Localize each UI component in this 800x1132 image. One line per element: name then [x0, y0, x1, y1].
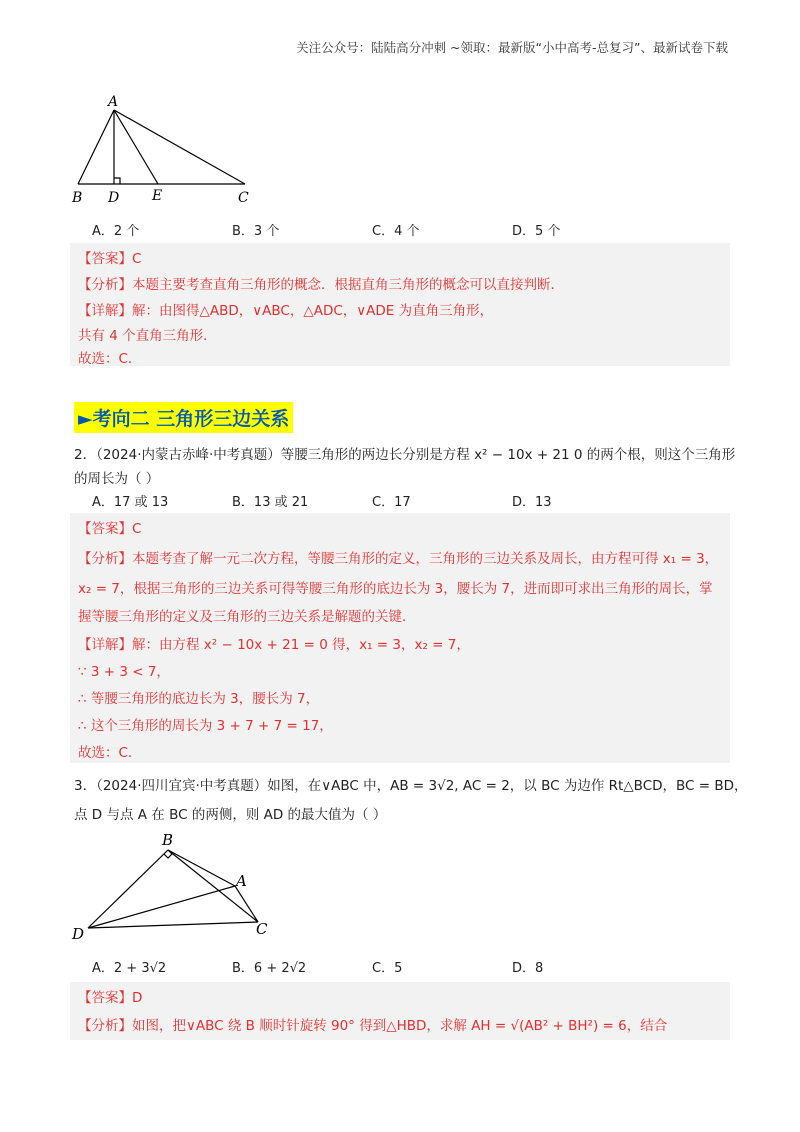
q2-analysis-3: 握等腰三角形的定义及三角形的三边关系是解题的关键．	[78, 609, 416, 625]
label-b: B	[162, 831, 174, 849]
q1-option-a: A．2 个	[92, 224, 140, 239]
triangle-figure-1	[70, 92, 270, 207]
page-header: 关注公众号：陆陆高分冲刺 ~领取：最新版“小中高考-总复习”、最新试卷下载	[296, 40, 728, 55]
q3-analysis-1: 【分析】如图，把∨ABC 绕 B 顺时针旋转 90° 得到△HBD，求解 AH = √(AB² + BH²) = 6，结合	[78, 1018, 668, 1034]
q1-detail-2: 共有 4 个直角三角形．	[78, 328, 217, 344]
q2-option-c: C．17	[372, 495, 411, 510]
q2-option-b: B．13 或 21	[232, 495, 309, 510]
segment-ac	[235, 886, 258, 922]
q1-answer-box	[70, 243, 730, 366]
q1-choose: 故选：C．	[78, 351, 142, 367]
q1-options	[92, 220, 732, 239]
q2-option-d: D．13	[512, 495, 552, 510]
label-c: C	[256, 920, 268, 938]
q3-answer-box	[70, 982, 730, 1040]
q3-option-c: C．5	[372, 961, 403, 976]
q1-analysis: 【分析】本题主要考查直角三角形的概念．根据直角三角形的概念可以直接判断．	[78, 277, 564, 293]
q2-stem-1: 2．（2024·内蒙古赤峰·中考真题）等腰三角形的两边长分别是方程 x² − 10x + 21 0 的两个根，则这个三角形	[74, 447, 736, 463]
q2-analysis-2: x₂ = 7，根据三角形的三边关系可得等腰三角形的底边长为 3，腰长为 7，进而即可求出三角形的周长，掌	[78, 581, 713, 597]
triangle-figure-2	[70, 830, 290, 945]
q2-detail-1: 【详解】解：由方程 x² − 10x + 21 = 0 得，x₁ = 3，x₂ = 7，	[78, 637, 470, 653]
q3-stem-1: 3．（2024·四川宜宾·中考真题）如图，在∨ABC 中，AB = 3√2, AC = 2，以 BC 为边作 Rt△BCD，BC = BD，	[74, 778, 748, 794]
section-title: ►考向二 三角形三边关系	[74, 402, 293, 433]
label-c: C	[238, 190, 249, 206]
label-a: A	[236, 872, 247, 890]
q2-answer: 【答案】C	[78, 521, 142, 537]
q3-option-b: B．6 + 2√2	[232, 961, 307, 976]
q3-answer: 【答案】D	[78, 990, 143, 1006]
q2-options	[92, 491, 732, 510]
q1-detail: 【详解】解：由图得△ABD，∨ABC，△ADC，∨ADE 为直角三角形，	[78, 303, 494, 319]
q3-options	[92, 957, 732, 976]
segment-ab	[78, 110, 114, 184]
segment-ac	[114, 110, 245, 184]
q2-choose: 故选：C．	[78, 745, 142, 761]
q2-detail-3: ∴ 等腰三角形的底边长为 3，腰长为 7，	[78, 691, 320, 707]
q2-analysis-1: 【分析】本题考查了解一元二次方程，等腰三角形的定义，三角形的三边关系及周长，由方程可得 x₁ = 3，	[78, 551, 719, 567]
q3-option-d: D．8	[512, 961, 544, 976]
q1-answer: 【答案】C	[78, 251, 142, 267]
q2-detail-2: ∵ 3 + 3 < 7，	[78, 664, 170, 680]
q1-option-c: C．4 个	[372, 224, 420, 239]
segment-ae	[114, 110, 158, 184]
label-d: D	[72, 925, 85, 943]
q2-option-a: A．17 或 13	[92, 495, 169, 510]
q3-option-a: A．2 + 3√2	[92, 961, 167, 976]
label-a: A	[108, 94, 119, 110]
q2-detail-4: ∴ 这个三角形的周长为 3 + 7 + 7 = 17，	[78, 718, 333, 734]
segment-dc	[88, 922, 258, 928]
q2-stem-2: 的周长为（ ）	[74, 471, 160, 487]
label-b: B	[72, 190, 83, 206]
q2-answer-box	[70, 513, 730, 763]
q3-stem-2: 点 D 与点 A 在 BC 的两侧，则 AD 的最大值为（ ）	[74, 807, 387, 823]
right-angle-mark	[114, 178, 120, 184]
segment-ba	[168, 850, 235, 886]
label-e: E	[152, 188, 163, 204]
label-d: D	[108, 190, 120, 206]
q1-option-b: B．3 个	[232, 224, 280, 239]
q1-option-d: D．5 个	[512, 224, 561, 239]
